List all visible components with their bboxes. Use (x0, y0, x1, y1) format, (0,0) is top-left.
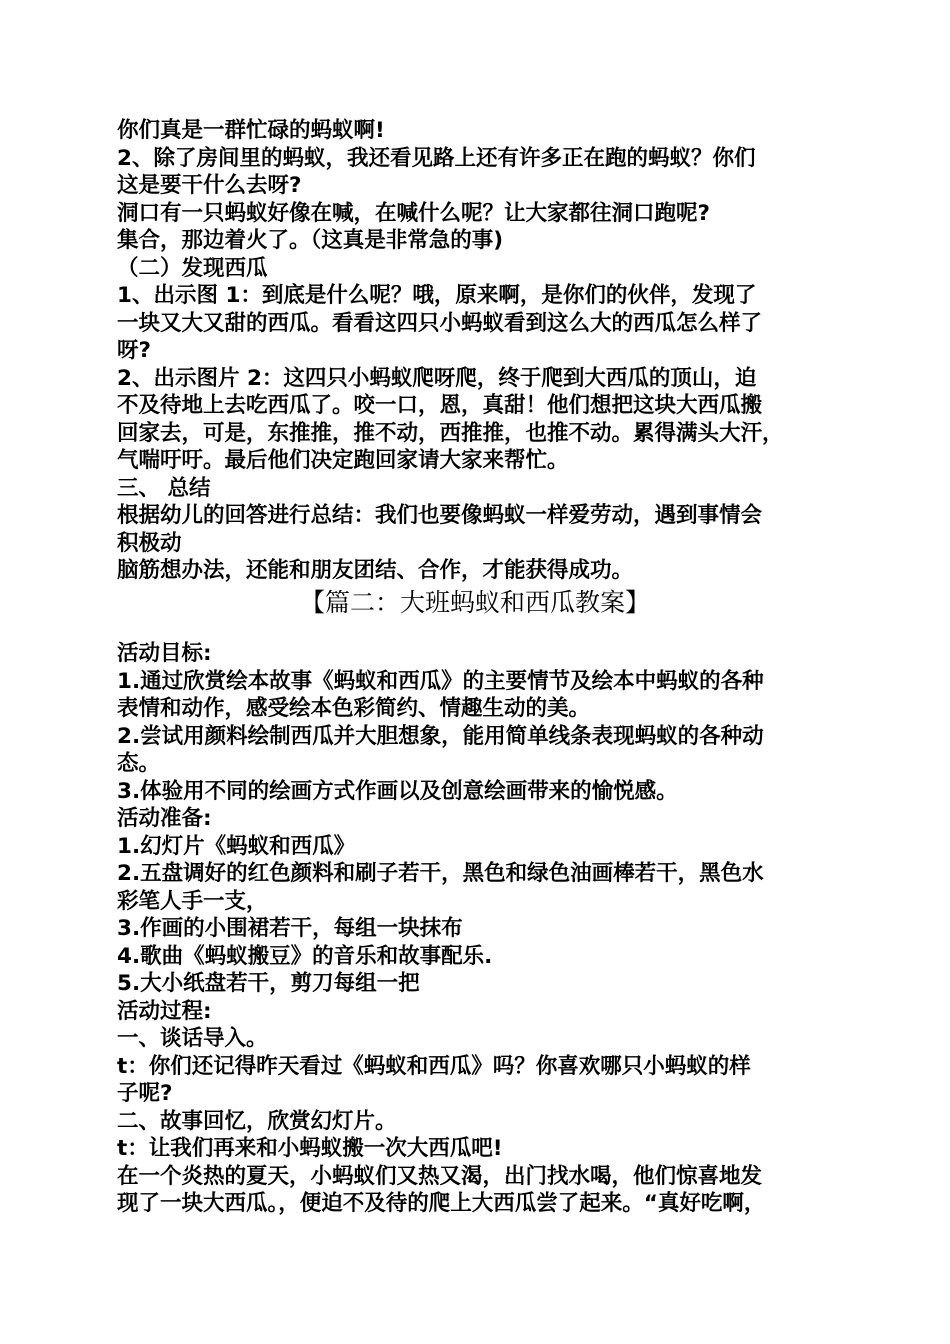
subheading: （二）发现西瓜 (117, 255, 268, 281)
text-line: 子呢? (117, 1081, 173, 1106)
text-line: 1.通过欣赏绘本故事《蚂蚁和西瓜》的主要情节及绘本中蚂蚁的各种 (117, 668, 764, 694)
text-line: 表情和动作，感受绘本色彩简约、情趣生动的美。 (117, 696, 591, 721)
text-line: 彩笔人手一支， (117, 888, 268, 914)
section-title: 【篇二：大班蚂蚁和西瓜教案】 (299, 588, 650, 617)
text-line: 这是要干什么去呀? (117, 173, 302, 198)
text-line: t：你们还记得昨天看过《蚂蚁和西瓜》吗？你喜欢哪只小蚂蚁的样 (117, 1053, 751, 1079)
text-line: 不及待地上去吃西瓜了。咬一口，恩，真甜！他们想把这块大西瓜搬 (117, 393, 763, 418)
subheading: 一、谈话导入。 (117, 1026, 268, 1051)
text-line: 态。 (117, 751, 161, 776)
subheading: 三、 总结 (117, 475, 211, 501)
text-line: 脑筋想办法，还能和朋友团结、合作，才能获得成功。 (117, 558, 634, 583)
text-block-part-one (117, 117, 847, 585)
text-line: 一块又大又甜的西瓜。看看这四只小蚂蚁看到这么大的西瓜怎么样了 (117, 310, 763, 336)
text-line: 2、除了房间里的蚂蚁，我还看见路上还有许多正在跑的蚂蚁？你们 (117, 145, 756, 171)
text-line: 4.歌曲《蚂蚁搬豆》的音乐和故事配乐. (117, 943, 493, 969)
text-line: 你们真是一群忙碌的蚂蚁啊! (117, 118, 385, 143)
subheading: 二、故事回忆，欣赏幻灯片。 (117, 1108, 397, 1134)
text-line: 气喘吁吁。最后他们决定跑回家请大家来帮忙。 (117, 448, 569, 473)
text-line: 在一个炎热的夏天，小蚂蚁们又热又渴，出门找水喝，他们惊喜地发 (117, 1163, 763, 1189)
text-line: 根据幼儿的回答进行总结：我们也要像蚂蚁一样爱劳动，遇到事情会 (117, 503, 763, 528)
subheading: 活动准备: (117, 806, 212, 831)
text-line: 集合，那边着火了。（这真是非常急的事) (117, 228, 504, 253)
text-line: 现了一块大西瓜。，便迫不及待的爬上大西瓜尝了起来。“真好吃啊， (117, 1191, 766, 1216)
text-block-part-two (117, 640, 847, 1218)
text-line: 3.体验用不同的绘画方式作画以及创意绘画带来的愉悦感。 (117, 778, 678, 804)
text-line: 回家去，可是，东推推，推不动，西推推，也推不动。累得满头大汗， (117, 420, 784, 446)
text-line: 5.大小纸盘若干，剪刀每组一把 (117, 971, 420, 996)
subheading: 活动过程: (117, 998, 212, 1024)
text-line: 洞口有一只蚂蚁好像在喊，在喊什么呢？让大家都往洞口跑呢? (117, 200, 710, 226)
text-line: 2、出示图片 2：这四只小蚂蚁爬呀爬，终于爬到大西瓜的顶山，迫 (117, 365, 757, 391)
text-line: 积极动 (117, 530, 182, 556)
subheading: 活动目标: (117, 641, 212, 666)
text-line: 2.五盘调好的红色颜料和刷子若干，黑色和绿色油画棒若干，黑色水 (117, 861, 764, 886)
text-line: 2.尝试用颜料绘制西瓜并大胆想象，能用简单线条表现蚂蚁的各种动 (117, 723, 764, 749)
text-line: t：让我们再来和小蚂蚁搬一次大西瓜吧! (117, 1136, 503, 1161)
text-line: 1.幻灯片《蚂蚁和西瓜》 (117, 833, 356, 859)
text-line: 1、出示图 1：到底是什么呢？哦，原来啊，是你们的伙伴，发现了 (117, 283, 757, 308)
text-line: 3.作画的小围裙若干，每组一块抹布 (117, 916, 463, 941)
text-line: 呀? (117, 338, 151, 363)
